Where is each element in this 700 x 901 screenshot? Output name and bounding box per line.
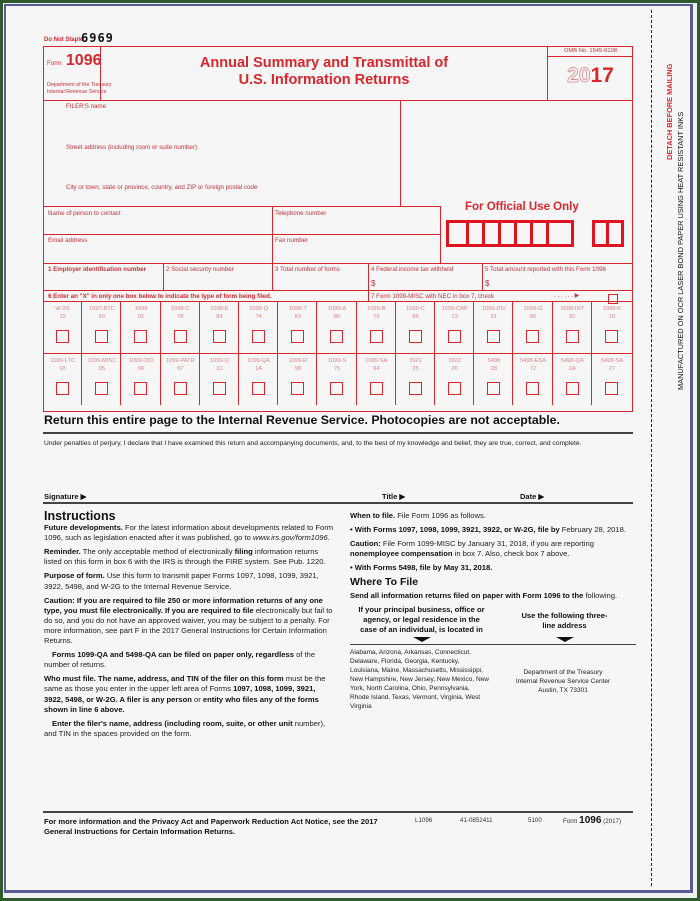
- form-type-name: 1099-CAP: [441, 306, 468, 312]
- form-type-checkbox[interactable]: [448, 382, 461, 395]
- form-type-code: 98: [294, 366, 301, 372]
- form-label: Form: [47, 60, 62, 67]
- form-type-name: 1099-A: [327, 306, 347, 312]
- form-type-code: 25: [412, 366, 419, 372]
- form-type-code: 28: [490, 366, 497, 372]
- form-type-code: 78: [177, 314, 184, 320]
- form-type-name: 1099-LTC: [50, 358, 76, 364]
- states-list: Alabama, Arizona, Arkansas, Connecticut, Delaware, Florida, Georgia, Kentucky, Louisiana, Maine, Massachusetts, Mississippi, New Hampshire, New Jersey, New Mexico, New York, North Carolina, Ohio, Pennsylvania, Rhode Island, Texas, Vermont, Virginia, West Virginia: [350, 648, 489, 710]
- form-type-checkbox[interactable]: [95, 382, 108, 395]
- form-title: [101, 47, 547, 100]
- form-type-name: 1099-PATR: [165, 358, 195, 364]
- form-type-name: 1099-R: [288, 358, 308, 364]
- where-col2-heading: Use the following three-line address: [521, 610, 608, 630]
- form-type-name: 1098-T: [288, 306, 307, 312]
- form-type-name: 5498-SA: [600, 358, 624, 364]
- form-type-1099-a: [318, 301, 356, 353]
- form-type-checkbox[interactable]: [134, 330, 147, 343]
- form-type-1099-div: [475, 301, 513, 353]
- official-use-boxes-group1: [446, 220, 574, 247]
- title-line1: Annual Summary and Transmittal of: [199, 55, 449, 71]
- city-state-zip-field[interactable]: City or town, state or province, country, and ZIP or foreign postal code: [66, 184, 258, 191]
- form-type-name: 1098-Q: [249, 306, 269, 312]
- box5-total-amount-field[interactable]: 5 Total amount reported with this Form 1096: [485, 266, 606, 273]
- form-id-block: [44, 47, 112, 100]
- form-type-code: 31: [216, 366, 223, 372]
- form-type-1099-int: [554, 301, 592, 353]
- form-type-name: 3922: [448, 358, 461, 364]
- title-field[interactable]: Title ▶: [382, 492, 406, 501]
- telephone-field[interactable]: Telephone number: [275, 210, 327, 217]
- form-type-checkbox[interactable]: [566, 382, 579, 395]
- form-type-checkbox[interactable]: [134, 382, 147, 395]
- form-type-code: 2A: [568, 366, 576, 372]
- form-type-1099-b: [358, 301, 396, 353]
- form-type-checkbox[interactable]: [174, 330, 187, 343]
- manufactured-note: MANUFACTURED ON OCR LASER BOND PAPER USING HEAT RESISTANT INKS: [676, 111, 685, 390]
- when-where-column: [350, 511, 636, 711]
- form-type-name: 1099-Q: [209, 358, 229, 364]
- form-type-code: 75: [333, 366, 341, 372]
- form-type-code: 79: [373, 314, 380, 320]
- form-type-name: 1099-C: [406, 306, 425, 312]
- form-type-name: 1099-B: [367, 306, 386, 312]
- form-type-1099-oid: [122, 353, 160, 405]
- department-line2: Internal Revenue Service: [47, 89, 107, 95]
- box1-ein-field[interactable]: 1 Employer identification number: [48, 266, 146, 273]
- date-field[interactable]: Date ▶: [520, 492, 545, 501]
- form-type-3921: [397, 353, 435, 405]
- form-type-1099-c: [397, 301, 435, 353]
- form-type-1098-e: [201, 301, 239, 353]
- form-type-5498: [475, 353, 513, 405]
- omb-number: OMB No. 1545-0108: [548, 48, 633, 57]
- fax-field[interactable]: Fax number: [275, 237, 309, 244]
- contact-name-field[interactable]: Name of person to contact: [48, 210, 121, 217]
- form-type-1098-q: [240, 301, 278, 353]
- box5-currency: $: [485, 279, 490, 288]
- box3-total-forms-field[interactable]: 3 Total number of forms: [275, 266, 340, 273]
- form-type-code: 80: [333, 314, 341, 320]
- reminder: Reminder. The only acceptable method of electronically filing information returns listed on this form in box 6 with the IRS is through the FIRE system. See Pub. 1220.: [44, 547, 326, 567]
- form-type-checkbox[interactable]: [56, 382, 69, 395]
- form-type-1099-s: [318, 353, 356, 405]
- form-type-code: 26: [451, 366, 458, 372]
- form-type-code: 95: [98, 366, 105, 372]
- email-field[interactable]: Email address: [48, 237, 88, 244]
- form-type-checkbox[interactable]: [370, 382, 383, 395]
- print-code: 5100: [528, 817, 542, 824]
- form-type-checkbox[interactable]: [370, 330, 383, 343]
- title-line2: U.S. Information Returns: [238, 72, 410, 88]
- form-type-code: 74: [255, 314, 262, 320]
- form-type-code: 50: [98, 314, 105, 320]
- form-type-code: 10: [608, 314, 616, 320]
- form-type-name: 5498: [487, 358, 501, 364]
- do-not-staple-label: Do Not Staple: [44, 37, 84, 43]
- form-type-name: 1098: [134, 306, 148, 312]
- form-type-name: 1099-G: [523, 306, 543, 312]
- form-type-name: 3921: [409, 358, 422, 364]
- form-type-checkbox[interactable]: [291, 382, 304, 395]
- omb-year-block: [547, 47, 632, 100]
- form-type-5498-qa: [554, 353, 592, 405]
- form-type-name: 1098-E: [210, 306, 229, 312]
- form-type-name: 1099-S: [327, 358, 347, 364]
- qa-forms-note: Forms 1099-QA and 5498-QA can be filed on paper only, regardless of the number of returns.: [44, 650, 316, 670]
- detach-before-mailing: DETACH BEFORE MAILING: [665, 63, 674, 160]
- future-developments: Future developments. For the latest information about developments related to Form 1096, such as legislation enacted after it was published, go to www.irs.gov/form1096.: [44, 523, 334, 543]
- perjury-statement: Under penalties of perjury, I declare that I have examined this return and accompanying documents, and, to the best of my knowledge and belief, they are true, correct, and complete.: [44, 440, 582, 447]
- box2-ssn-field[interactable]: 2 Social security number: [166, 266, 234, 273]
- box4-currency: $: [371, 279, 376, 288]
- when-bullet1: • With Forms 1097, 1098, 1099, 3921, 3922, or W-2G, file by February 28, 2018.: [350, 525, 626, 535]
- when-bullet2: • With Forms 5498, file by May 31, 2018.: [350, 563, 493, 573]
- instructions-heading: Instructions: [44, 509, 116, 523]
- form-type-checkbox[interactable]: [213, 382, 226, 395]
- form-type-checkbox[interactable]: [448, 330, 461, 343]
- form-type-1099-k: [593, 301, 631, 353]
- form-type-5498-esa: [514, 353, 552, 405]
- where-intro: Send all information returns filed on paper with Form 1096 to the following.: [350, 590, 618, 600]
- form-type-1099-qa: [240, 353, 278, 405]
- form-type-name: 1099-QA: [247, 358, 271, 364]
- form-type-checkbox[interactable]: [330, 382, 343, 395]
- form-type-1099-cap: [436, 301, 474, 353]
- who-must-file: Who must file. The name, address, and TIN of the filer on this form must be the same as those you enter in the upper left area of Forms 1097, 1098, 1099, 3921, 3922, 5498, or W-2G. A filer is any person or entity who files any of the forms shown in line 6 above.: [44, 674, 326, 714]
- form-type-1098-c: [162, 301, 200, 353]
- form-type-1099-sa: [358, 353, 396, 405]
- form-type-1098-t: [279, 301, 317, 353]
- form-type-checkbox[interactable]: [487, 382, 500, 395]
- when-to-file: When to file. File Form 1096 as follows.: [350, 511, 486, 520]
- department-line1: Department of the Treasury: [47, 82, 112, 88]
- form-type-checkbox[interactable]: [213, 330, 226, 343]
- form-type-checkbox[interactable]: [409, 330, 422, 343]
- privacy-act-notice: For more information and the Privacy Act and Paperwork Reduction Act Notice, see the 2017 General Instructions for Certain Information Returns.: [44, 817, 378, 836]
- form-type-5498-sa: [593, 353, 631, 405]
- form-type-row1: [44, 301, 632, 353]
- return-notice: Return this entire page to the Internal Revenue Service. Photocopies are not acceptable.: [44, 413, 560, 427]
- form-type-name: 1099-OID: [128, 358, 154, 364]
- form-type-code: 27: [608, 366, 616, 372]
- irs-form-link[interactable]: www.irs.gov/form1096.: [252, 533, 330, 543]
- form-type-code: 92: [569, 314, 576, 320]
- form-type-name: 1098-C: [170, 306, 190, 312]
- form-type-checkbox[interactable]: [56, 330, 69, 343]
- form-type-1099-g: [514, 301, 552, 353]
- purpose-of-form: Purpose of form. Use this form to transmit paper Forms 1097, 1098, 1099, 3921, 3922, 5498, and W-2G to the Internal Revenue Service.: [44, 571, 319, 591]
- form-type-name: 1099-K: [602, 306, 622, 312]
- form-type-code: 81: [137, 314, 145, 320]
- form-type-checkbox[interactable]: [252, 330, 265, 343]
- form-type-name: 1097-BTC: [88, 306, 115, 312]
- filer-name-field[interactable]: FILER'S name: [66, 103, 107, 110]
- where-to-file-heading: Where To File: [350, 576, 419, 589]
- form-type-name: W-2G: [55, 306, 71, 312]
- form-type-3922: [436, 353, 474, 405]
- form-type-checkbox[interactable]: [566, 330, 579, 343]
- form-type-checkbox[interactable]: [174, 382, 187, 395]
- form-type-1099-misc: [83, 353, 121, 405]
- form-type-code: 32: [59, 314, 66, 320]
- form-type-1099-r: [279, 353, 317, 405]
- form-type-code: 72: [529, 366, 537, 372]
- form-type-code: 93: [59, 366, 66, 372]
- box4-tax-withheld-field[interactable]: 4 Federal income tax withheld: [371, 266, 454, 273]
- form-type-code: 73: [451, 314, 458, 320]
- form-type-checkbox[interactable]: [409, 382, 422, 395]
- form-type-checkbox[interactable]: [605, 382, 618, 395]
- caution: Caution: If you are required to file 250 or more information returns of any one type, you must file electronically. If you are required to file electronically but fail to do so, and you do not have an approved waiver, you may be subject to a penalty. For more information, see part F in the 2017 General Instructions for Certain Information Returns.: [44, 595, 333, 646]
- form-type-checkbox[interactable]: [487, 330, 500, 343]
- official-use-label: For Official Use Only: [465, 201, 579, 213]
- form-type-name: 5498-QA: [560, 358, 584, 364]
- form-type-1099-patr: [162, 353, 200, 405]
- form-type-code: 85: [412, 314, 419, 320]
- year-bold: 17: [590, 64, 614, 87]
- enter-filer-info: Enter the filer's name, address (including room, suite, or other unit number), and TIN in the spaces provided on the form.: [44, 718, 326, 738]
- when-caution: Caution: File Form 1099-MISC by January 31, 2018, if you are reporting nonemployee compensation in box 7. Also, check box 7 above.: [350, 539, 594, 559]
- form-type-code: 1A: [255, 366, 263, 372]
- arrow-down-icon: [413, 637, 431, 642]
- form-type-checkbox[interactable]: [291, 330, 304, 343]
- form-type-1098: [122, 301, 160, 353]
- form-type-checkbox[interactable]: [330, 330, 343, 343]
- official-use-boxes-group2: [592, 220, 624, 247]
- form-type-code: 91: [490, 314, 497, 320]
- form-type-code: 97: [177, 366, 184, 372]
- where-col1-heading: If your principal business, office or agency, or legal residence in the case of an individual, is located in: [358, 604, 485, 634]
- form-type-name: 5498-ESA: [520, 358, 546, 364]
- street-address-field[interactable]: Street address (including room or suite number): [66, 144, 198, 151]
- cat-number: 41-0852411: [460, 817, 493, 824]
- form-type-name: 1099-INT: [560, 306, 585, 312]
- form-type-name: 1099-MISC: [87, 358, 117, 364]
- irs-address: Department of the Treasury Internal Revenue Service Center Austin, TX 73301: [515, 668, 611, 694]
- form-type-code: 83: [294, 314, 301, 320]
- box7-label: 7 Form 1099-MISC with NEC in box 7, check: [371, 293, 495, 300]
- form-type-checkbox[interactable]: [252, 382, 265, 395]
- arrow-down-icon: [556, 637, 574, 642]
- form-type-checkbox[interactable]: [95, 330, 108, 343]
- detach-line: [651, 10, 652, 886]
- form-type-1097-btc: [83, 301, 121, 353]
- signature-field[interactable]: Signature ▶: [44, 492, 87, 501]
- box7-leader: . . . . . . ▶: [554, 292, 580, 299]
- form-type-w-2g: [44, 301, 82, 353]
- form-type-code: 96: [137, 366, 145, 372]
- form-type-1099-ltc: [44, 353, 82, 405]
- form-type-code: 94: [373, 366, 380, 372]
- form-type-checkbox[interactable]: [605, 330, 618, 343]
- form-type-name: 1099-SA: [365, 358, 388, 364]
- form-number: 1096: [65, 52, 102, 69]
- form-type-1099-q: [201, 353, 239, 405]
- box6-instruction: 6 Enter an "X" in only one box below to indicate the type of form being filed.: [48, 293, 272, 300]
- form-type-row2: [44, 353, 632, 408]
- instructions-column: [44, 511, 336, 743]
- catalog-code: L1096: [415, 817, 433, 824]
- year-outline: 20: [567, 64, 591, 87]
- footer-form-id: Form 1096 (2017): [563, 815, 622, 826]
- form-1096: [43, 46, 633, 412]
- form-type-code: 84: [216, 314, 223, 320]
- form-type-checkbox[interactable]: [526, 330, 539, 343]
- form-type-code: 86: [529, 314, 537, 320]
- form-type-name: 1099-DIV: [481, 306, 506, 312]
- serial-number: 6969: [81, 31, 114, 45]
- form-type-checkbox[interactable]: [526, 382, 539, 395]
